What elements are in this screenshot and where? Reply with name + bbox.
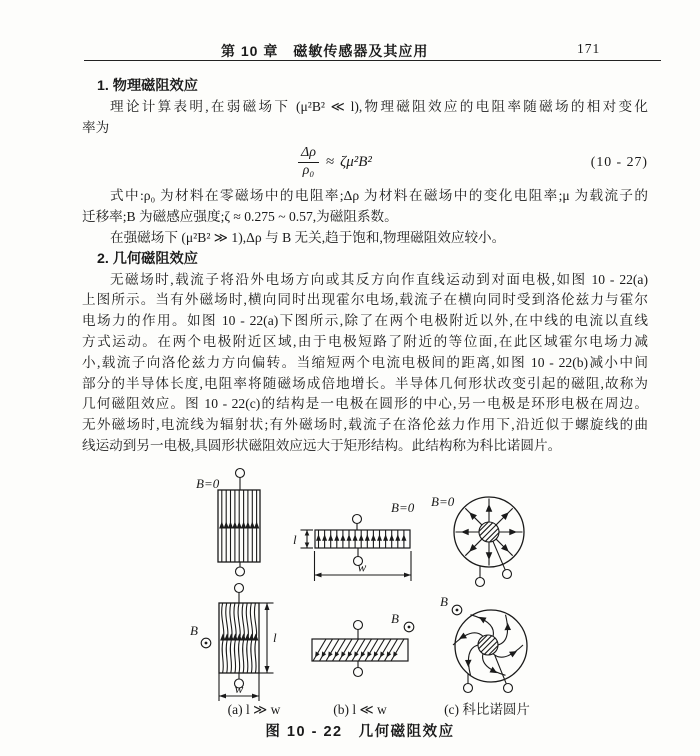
b-field-label: B — [391, 611, 399, 626]
body-text — [82, 76, 648, 457]
b-field-out-icon — [404, 622, 414, 632]
diagram-c-top — [431, 494, 524, 587]
electrode-terminal-icon — [476, 578, 485, 587]
electrode-terminal-icon — [503, 570, 512, 579]
text-line: 无磁场时,载流子将沿外电场方向或其反方向作直线运动到对面电极,如图 10 - 22(a) — [110, 271, 648, 287]
electrode-terminal-icon — [354, 621, 363, 630]
length-label: l — [293, 532, 297, 547]
electrode-terminal-icon — [353, 515, 362, 524]
b-zero-label: B=0 — [431, 494, 455, 509]
b-field-label: B — [440, 594, 448, 609]
text-line: 式中:ρ₀ 为材料在零磁场中的电阻率;Δρ 为材料在磁场中的变化电阻率;μ 为载流子的 — [110, 188, 648, 204]
figure-10-22 — [0, 455, 700, 756]
text-line: 率为 — [82, 119, 110, 135]
text-line: 上图所示。当有外磁场时,横向同时出现霍尔电场,载流子在横向同时受到洛伦兹力与霍尔 — [82, 292, 648, 308]
text-line: 线运动到另一电极,具圆形状磁阻效应远大于矩形结构。此结构称为科比诺圆片。 — [82, 437, 562, 453]
header-rule — [84, 60, 661, 61]
diagram-a-bottom — [190, 584, 281, 718]
text-line: 方式运动。在两个电极附近区域,由于电极短路了附近的等位面,在此区域霍尔电场力减 — [82, 333, 648, 349]
diagram-b-bottom — [312, 611, 414, 717]
diagram-a-top — [196, 469, 260, 577]
chapter-header: 第 10 章 磁敏传感器及其应用 — [221, 43, 429, 59]
width-label: w — [357, 559, 367, 575]
electrode-terminal-icon — [504, 684, 513, 693]
electrode-terminal-icon — [236, 567, 245, 576]
electrode-terminal-icon — [464, 684, 473, 693]
figure-caption: 图 10 - 22 几何磁阻效应 — [265, 724, 455, 740]
approx-sign: ≈ — [325, 153, 335, 170]
electrode-terminal-icon — [235, 584, 244, 593]
diagram-c-bottom — [440, 594, 530, 717]
sub-caption-b: (b) l ≪ w — [333, 702, 387, 717]
fraction-numerator: Δρ — [298, 146, 319, 163]
b-field-out-icon — [452, 605, 462, 615]
sub-caption-c: (c) 科比诺圆片 — [444, 702, 530, 717]
b-zero-label: B=0 — [391, 500, 415, 515]
diagram-b-top — [293, 500, 415, 581]
text-line: 几何磁阻效应。图 10 - 22(c)的结构是一电极在圆形的中心,另一电极是环形电极在周边。 — [82, 396, 648, 412]
text-line: 理论计算表明,在弱磁场下 (μ²B² ≪ l),物理磁阻效应的电阻率随磁场的相对变化 — [110, 98, 648, 114]
text-line: 在强磁场下 (μ²B² ≫ 1),Δρ 与 B 无关,趋于饱和,物理磁阻效应较小。 — [110, 229, 506, 245]
equation-body — [298, 146, 372, 178]
text-line: 部分的半导体长度,电阻率将随磁场成倍地增长。半导体几何形状改变引起的磁阻,故称为 — [82, 375, 648, 391]
text-line: 无外磁场时,电流线为辐射状;有外磁场时,载流子在洛伦兹力作用下,沿近似于螺旋线的曲 — [82, 417, 648, 433]
text-line: 小,载流子向洛伦兹力方向偏转。当缩短两个电流电极间的距离,如图 10 - 22(b)减小中间 — [82, 354, 648, 370]
electrode-terminal-icon — [236, 469, 245, 478]
width-label: w — [234, 681, 244, 696]
fraction — [298, 146, 319, 178]
b-field-label: B — [190, 623, 198, 638]
length-label: l — [273, 630, 277, 645]
equation-number: (10 - 27) — [590, 154, 648, 170]
equation-rhs: ζμ²B² — [340, 153, 372, 170]
section-heading-2: 2. 几何磁阻效应 — [97, 250, 198, 267]
sub-caption-a: (a) l ≫ w — [227, 702, 281, 717]
b-zero-label: B=0 — [196, 476, 220, 491]
b-field-out-icon — [201, 638, 211, 648]
text-line: 迁移率;B 为磁感应强度;ζ ≈ 0.275 ~ 0.57,为磁阻系数。 — [82, 209, 398, 225]
text-line: 电场力的作用。如图 10 - 22(a)下图所示,除了在两个电极附近以外,在中线的电流以直线 — [82, 313, 648, 329]
fraction-denominator: ρ₀ — [302, 162, 315, 178]
page-number: 171 — [577, 41, 601, 56]
equation-10-27 — [82, 138, 648, 186]
electrode-terminal-icon — [354, 668, 363, 677]
section-heading-1: 1. 物理磁阻效应 — [97, 78, 198, 94]
